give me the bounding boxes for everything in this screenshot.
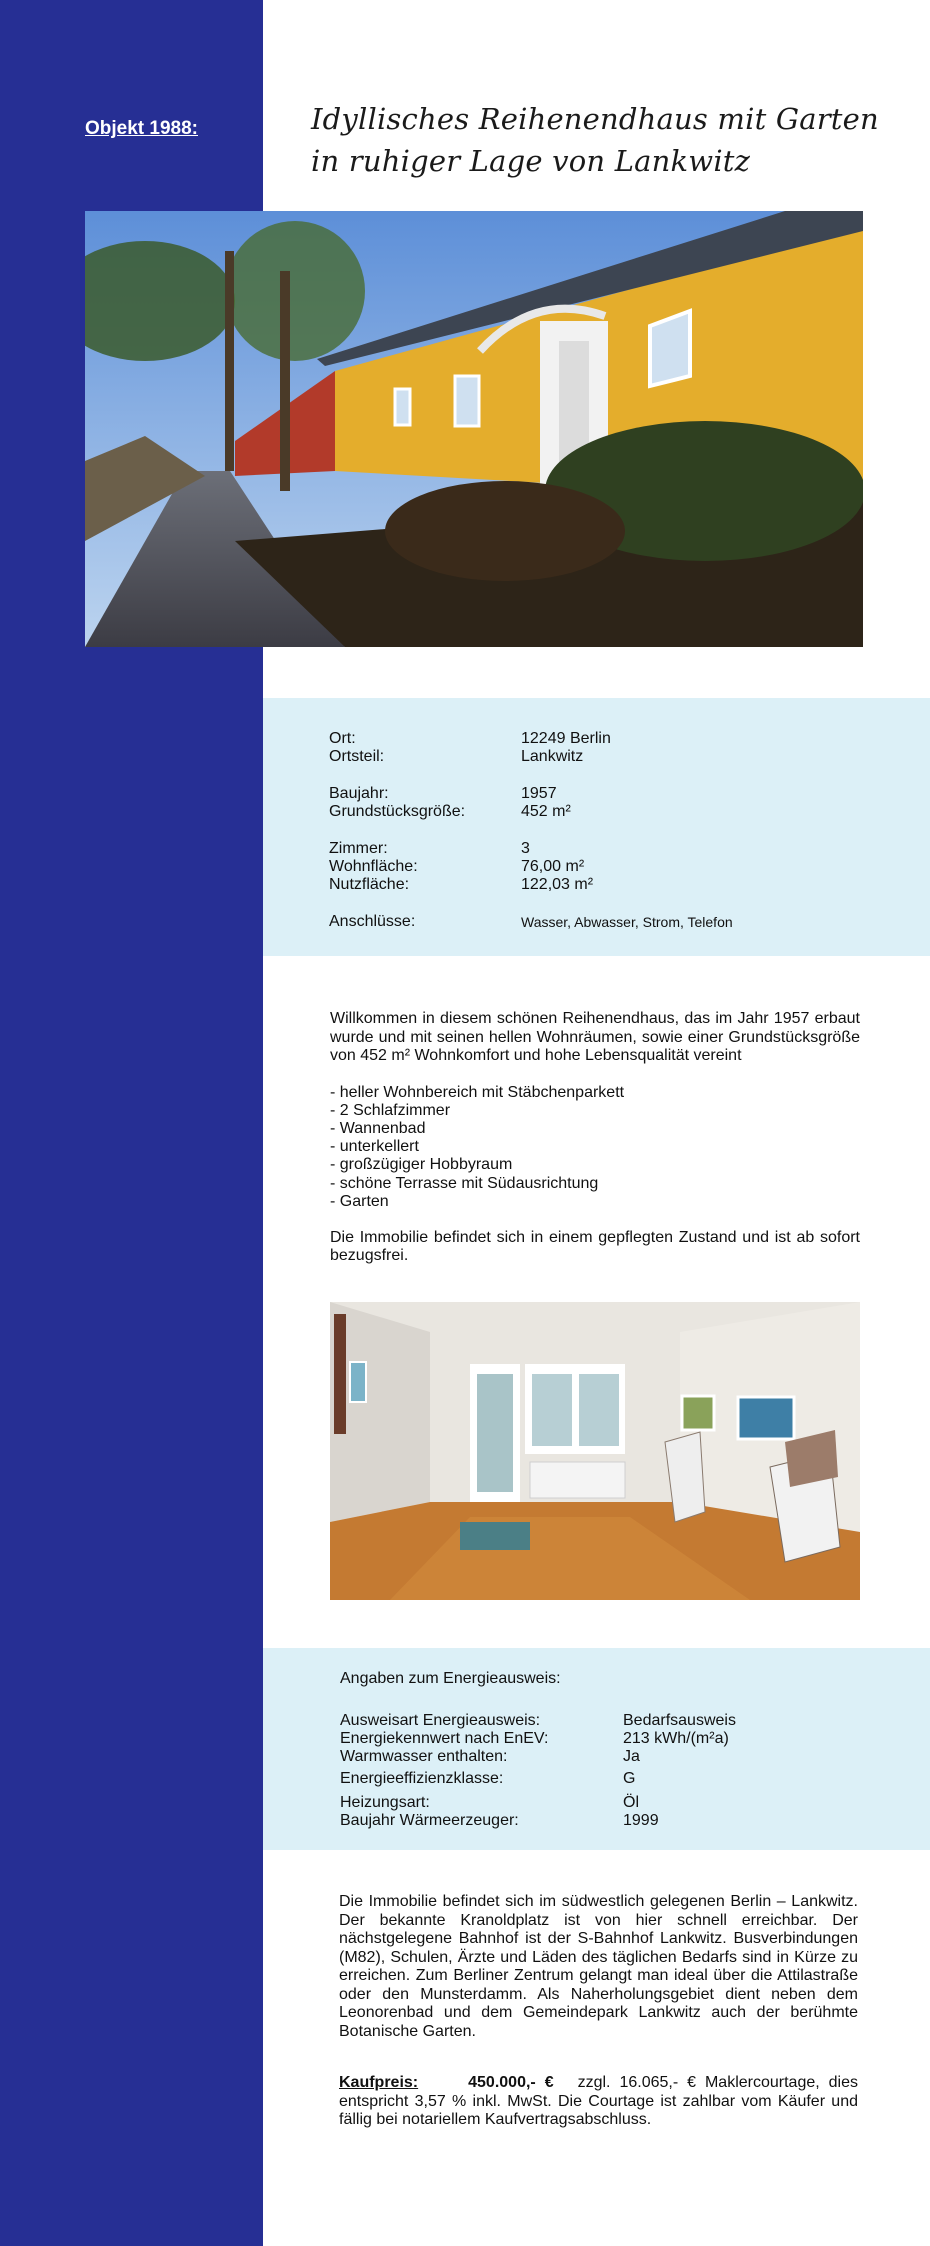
energy-label-baujahr-erzeuger: Baujahr Wärmeerzeuger:	[340, 1812, 519, 1829]
feature-item: - unterkellert	[330, 1138, 419, 1156]
feature-list	[330, 1084, 860, 1211]
fact-label-ortsteil: Ortsteil:	[329, 748, 385, 765]
description-closing: Die Immobilie befindet sich in einem gepflegten Zustand und ist ab sofort bezugsfrei.	[330, 1228, 860, 1265]
fact-label-ort: Ort:	[329, 730, 356, 747]
fact-value-grundstueck: 452 m²	[521, 803, 571, 820]
fact-value-ort: 12249 Berlin	[521, 730, 611, 747]
energy-label-ausweisart: Ausweisart Energieausweis:	[340, 1712, 541, 1729]
feature-item: - 2 Schlafzimmer	[330, 1101, 451, 1119]
energy-label-warmwasser: Warmwasser enthalten:	[340, 1748, 508, 1765]
fact-value-nutzflaeche: 122,03 m²	[521, 876, 594, 893]
energy-value-baujahr-erzeuger: 1999	[623, 1812, 659, 1829]
price-label: Kaufpreis:	[339, 2074, 419, 2091]
description-intro: Willkommen in diesem schönen Reihenendhaus, das im Jahr 1957 erbaut wurde und mit seinen hellen Wohnräumen, sowie einer Grundstücksgröße von 452 m² Wohnkomfort und hohe Lebensqualität vereint	[330, 1010, 860, 1064]
fact-label-baujahr: Baujahr:	[329, 785, 389, 802]
fact-value-anschluesse: Wasser, Abwasser, Strom, Telefon	[521, 914, 733, 930]
page-title: Idyllisches Reihenendhaus mit Garten in ruhiger Lage von Lankwitz	[311, 102, 879, 178]
living-room-photo	[330, 1302, 860, 1600]
feature-item: - Wannenbad	[330, 1119, 426, 1137]
fact-label-anschluesse: Anschlüsse:	[329, 913, 416, 930]
fact-value-wohnflaeche: 76,00 m²	[521, 858, 585, 875]
object-number: Objekt 1988:	[85, 118, 198, 139]
energy-value-effizienzklasse: G	[623, 1770, 636, 1787]
energy-label-heizungsart: Heizungsart:	[340, 1794, 430, 1811]
feature-item: - großzügiger Hobbyraum	[330, 1156, 513, 1174]
energy-value-heizungsart: Öl	[623, 1794, 639, 1811]
energy-value-kennwert: 213 kWh/(m²a)	[623, 1730, 729, 1747]
fact-label-nutzflaeche: Nutzfläche:	[329, 876, 410, 893]
property-facts-panel	[263, 698, 930, 956]
energy-label-kennwert: Energiekennwert nach EnEV:	[340, 1730, 549, 1747]
fact-value-zimmer: 3	[521, 840, 530, 857]
fact-label-grundstueck: Grundstücksgröße:	[329, 803, 466, 820]
energy-value-warmwasser: Ja	[623, 1748, 640, 1765]
feature-item: - heller Wohnbereich mit Stäbchenparkett	[330, 1083, 625, 1101]
price-note: zzgl. 16.065,- € Maklercourtage, dies entspricht 3,57 % inkl. MwSt. Die Courtage ist zahlbar vom Käufer und fällig bei notariellem Kaufvertragsabschluss.	[339, 2074, 859, 2128]
house-exterior-photo	[85, 211, 863, 647]
fact-value-ortsteil: Lankwitz	[521, 748, 584, 765]
feature-item: - Garten	[330, 1192, 389, 1210]
location-description: Die Immobilie befindet sich im südwestlich gelegenen Berlin – Lankwitz. Der bekannte Kranoldplatz ist von hier schnell erreichbar. Der nächstgelegene Bahnhof ist der S-Bahnhof Lankwitz. Busverbindungen (M82), Schulen, Ärzte und Läden des täglichen Bedarfs sind in Kürze zu erreichen. Zum Berliner Zentrum gelangt man ideal über die Attilastraße oder den Munsterdamm. Als Naherholungsgebiet dient neben dem Leonorenbad und dem Gemeindepark Lankwitz auch der berühmte Botanische Garten.	[339, 1893, 858, 2040]
fact-value-baujahr: 1957	[521, 785, 557, 802]
energy-label-effizienzklasse: Energieeffizienzklasse:	[340, 1770, 504, 1787]
fact-label-wohnflaeche: Wohnfläche:	[329, 858, 418, 875]
energy-certificate-panel	[263, 1648, 930, 1850]
energy-heading: Angaben zum Energieausweis:	[340, 1670, 561, 1687]
energy-value-ausweisart: Bedarfsausweis	[623, 1712, 736, 1729]
fact-label-zimmer: Zimmer:	[329, 840, 388, 857]
price-section	[339, 2074, 858, 2130]
price-value: 450.000,- €	[468, 2074, 554, 2091]
feature-item: - schöne Terrasse mit Südausrichtung	[330, 1174, 599, 1192]
property-description	[330, 1010, 860, 1266]
